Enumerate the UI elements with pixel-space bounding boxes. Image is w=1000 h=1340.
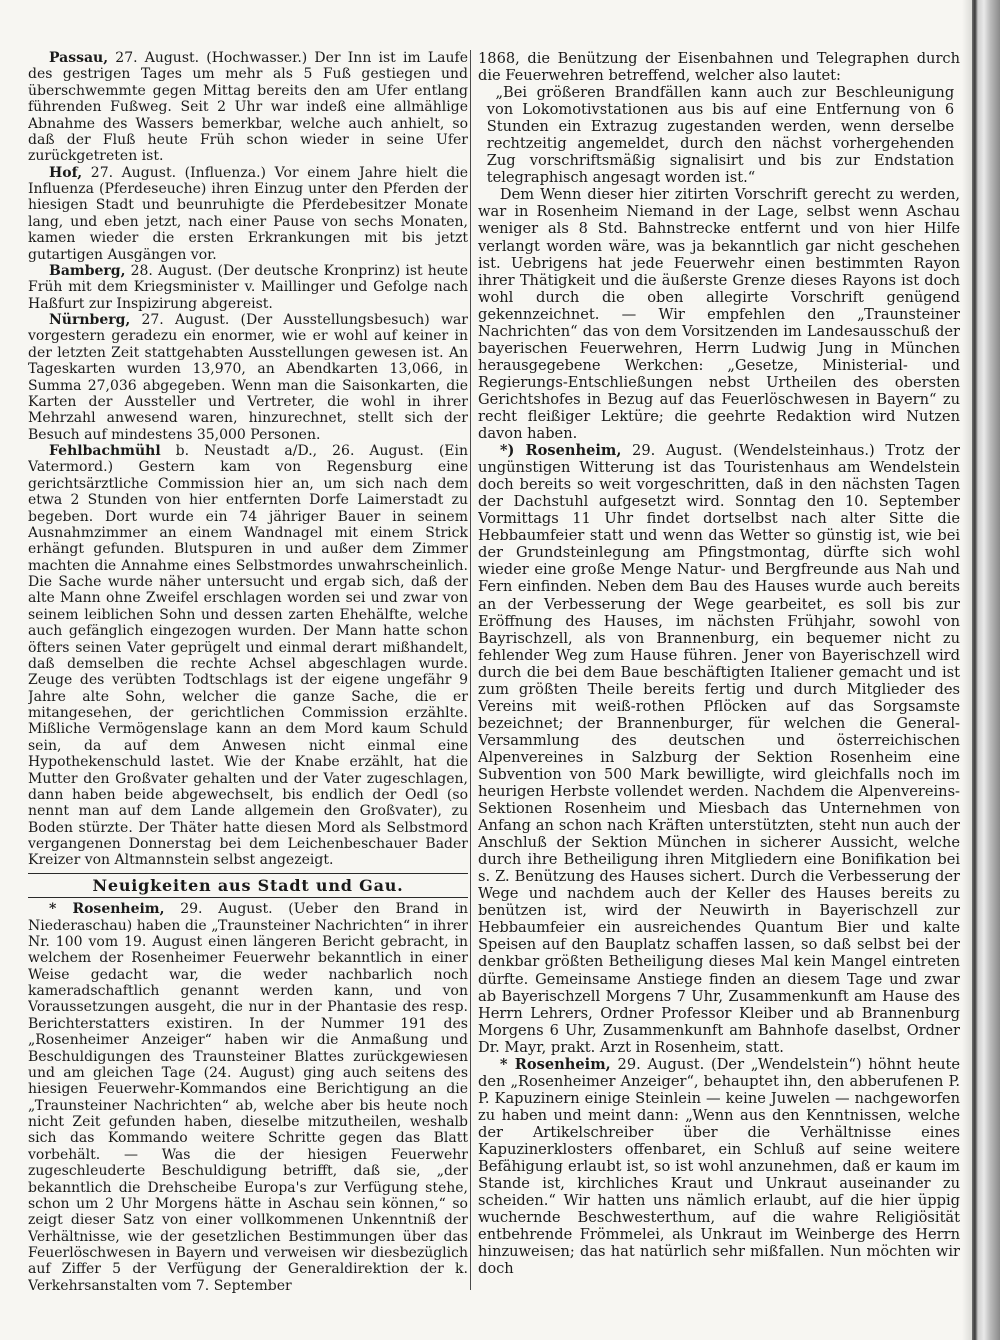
- place-fehlbach: Fehlbachmühl: [49, 443, 161, 459]
- article-hof: [28, 165, 468, 263]
- column-rule: [470, 50, 471, 1290]
- article-rosenheim-brand: [28, 901, 468, 1294]
- place-passau: Passau,: [49, 50, 109, 66]
- place-nuernberg: Nürnberg,: [49, 312, 131, 328]
- article-passau: [28, 50, 468, 165]
- place-hof: Hof,: [49, 164, 83, 181]
- scan-edge: [972, 0, 1000, 1340]
- page-curl-shadow: [962, 0, 972, 1340]
- place-bamberg: Bamberg,: [49, 262, 126, 279]
- regulation-quote: „Bei größeren Brandfällen kann auch zur Beschleunigung von Lokomotivstationen aus bis auf eine Entfernung von 6 Stunden ein Extrazug zugestanden werden, wenn derselbe rechtzeitig angemeldet, durch den nächst vorhergehenden Zug vorschriftsmäßig signalisirt und bis zur Endstation telegraphisch angesagt worden ist.“: [486, 84, 955, 187]
- section-heading: Neuigkeiten aus Stadt und Gau.: [28, 873, 468, 898]
- article-fehlbach: [28, 443, 468, 869]
- article-nuernberg-text: 27. August. (Der Ausstellungsbesuch) war vorgestern geradezu ein enormer, wie er wohl auf keiner in der letzten Zeit stattgehabten Ausstellungen gewesen ist. An Tageskarten wurden 13,970, an Abendkarten 13,066, in Summa 27,036 abgegeben. Wenn man die Saisonkarten, die Karten der Aussteller und Vertreter, die wohl in ihrer Mehrzahl anwesend waren, hinzurechnet, stellt sich der Besuch auf mindestens 35,000 Personen.: [28, 312, 468, 443]
- left-column: [28, 50, 468, 1295]
- right-column: [478, 50, 960, 1295]
- article-after-quote: Dem Wenn dieser hier zitirten Vorschrift gerecht zu werden, war in Rosenheim Niemand in der Lage, selbst wenn Aschau weniger als 8 Std. Bahnstrecke entfernt und von hier Hilfe verlangt worden wäre, was ja bekanntlich gar nicht geschehen ist. Uebrigens hat jede Feuerwehr einen bestimmten Rayon ihrer Thätigkeit und die äußerste Grenze dieses Rayons ist doch wohl durch die oben allegirte Vorschrift genügend gekennzeichnet. — Wir empfehlen den „Traunsteiner Nachrichten“ das von dem Vorsitzenden im Landesausschuß der bayerischen Feuerwehren, Herrn Ludwig Jung in München herausgegebene Werkchen: „Gesetze, Ministerial- und Regierungs-Entschließungen nebst Urtheilen des obersten Gerichtshofes in Bezug auf das Feuerlöschwesen in Bayern“ zu recht fleißiger Lektüre; die geehrte Redaktion wird Nutzen davon haben.: [478, 186, 960, 443]
- article-rosenheim-brand-text: 29. August. (Ueber den Brand in Niederaschau) haben die „Traunsteiner Nachrichten“ in ihrer Nr. 100 vom 19. August einen längeren Bericht gebracht, in welchem der Rosenheimer Feuerwehr bekanntlich in einer Weise gedacht war, die weder nachbarlich noch kameradschaftlich genannt werden kann, und von Voraussetzungen ausgeht, die nur in der Phantasie des resp. Berichterstatters existiren. In der Nummer 191 des „Rosenheimer Anzeiger“ haben wir die Anmaßung und Beschuldigungen des Traunsteiner Blattes zurückgewiesen und am gleichen Tage (24. August) ging auch seitens des hiesigen Feuerwehr-Kommandos eine Berichtigung an die „Traunsteiner Nachrichten“ ab, welche aber bis heute noch nicht Zeit gefunden haben, dieselbe mitzutheilen, weshalb sich das Kommando weitere Schritte gegen das Blatt vorbehält. — Was die der hiesigen Feuerwehr zugeschleuderte Beschuldigung betrifft, daß sie, „der bekanntlich die Drehscheibe Europa's zur Verfügung stehe, schon um 2 Uhr Morgens hätte in Aschau sein können,“ so zeigt dieser Satz von einer vollkommenen Unkenntniß der Verhältnisse, wie der gesetzlichen Bestimmungen über das Feuerlöschwesen in Bayern und verweisen wir diesbezüglich auf Ziffer 5 der Verfügung der Generaldirektion der k. Verkehrsanstalten vom 7. September: [28, 901, 468, 1294]
- place-rosenheim-wendelsteinhaus: *) Rosenheim,: [499, 442, 622, 460]
- article-wendelsteinhaus-text: 29. August. (Wendelsteinhaus.) Trotz der ungünstigen Witterung ist das Touristenhaus am Wendelstein doch bereits so weit vorgeschritten, daß in den nächsten Tagen der Dachstuhl aufgesetzt wird. Sonntag den 10. September Vormittags 11 Uhr findet dortselbst nach alter Sitte die Hebbaumfeier statt und wenn das Wetter so günstig ist, wie bei der Grundsteinlegung am Pfingstmontag, dürfte sich wohl wieder eine große Menge Natur- und Bergfreunde aus Nah und Fern einfinden. Neben dem Bau des Hauses wurde auch bereits an der Verbesserung der Wege gearbeitet, es soll bis zur Eröffnung des Hauses, im nächsten Frühjahr, sowohl von Bayrischzell, als von Brannenburg, ein bequemer nicht zu fehlender Weg zum Hause führen. Jener von Bayerischzell wird durch die bei dem Baue beschäftigten Italiener gemacht und ist zum größten Theile bereits fertig und durch Mitglieder des Vereins mit weiß-rothen Pflöcken auf das Sorgsamste bezeichnet; der Brannenburger, für welchen die General-Versammlung des deutschen und österreichischen Alpenvereines in Salzburg der Sektion Rosenheim eine Subvention von 500 Mark bewilligte, wird gleichfalls noch im heurigen Herbste vollendet werden. Nachdem die Alpenvereins-Sektionen Rosenheim und Miesbach das Unternehmen von Anfang an schon nach Kräften unterstützten, steht nun auch der Anschluß der Sektion München in sicherer Aussicht, welche durch ihre Betheiligung ihren Mitgliedern eine Bonifikation bei s. Z. Benützung des Hauses sichert. Durch die Verbesserung der Wege und nachdem auch der Keller des Hauses bereits zu benützen ist, wird der Neuwirth in Bayerischzell zur Hebbaumfeier ein ausreichendes Quantum Bier und kalte Speisen auf den Bauplatz schaffen lassen, so daß selbst bei der denkbar größten Betheiligung dieses Mal kein Mangel eintreten dürfte. Gemeinsame Anstiege finden an diesem Tage und zwar ab Bayerischzell Morgens 7 Uhr, Zusammenkunft am Hause des Herrn Lehrers, Ordner Professor Kleiber und ab Brannenburg Morgens 6 Uhr, Zusammenkunft am Bahnhofe daselbst, Ordner Dr. Mayr, prakt. Arzt in Rosenheim, statt.: [478, 442, 960, 1056]
- place-rosenheim-brand: * Rosenheim,: [49, 901, 165, 918]
- article-wendelsteinhaus: [478, 442, 960, 1056]
- article-bamberg-text: 28. August. (Der deutsche Kronprinz) ist heute Früh mit dem Kriegsminister v. Maillinger und Gefolge nach Haßfurt zur Inspizirung abgereist.: [28, 262, 468, 312]
- place-rosenheim-wendelstein: * Rosenheim,: [499, 1055, 611, 1073]
- article-fehlbach-text: b. Neustadt a/D., 26. August. (Ein Vatermord.) Gestern kam von Regensburg eine gerichtsärztliche Commission hier an, um sich nach dem etwa 2 Stunden von hier entfernten Dorfe Laimerstadt zu begeben. Dort wurde ein 74 jähriger Bauer in seinem Ausnahmzimmer an einem Wandnagel mit einem Strick erhängt gefunden. Blutspuren in und außer dem Zimmer machten die Annahme eines Selbstmordes unwahrscheinlich. Die Sache wurde näher untersucht und ergab sich, daß der alte Mann ohne Zweifel erschlagen worden sei und zwar von seinem leiblichen Sohn und dessen zarten Ehehälfte, welche auch gefänglich eingezogen wurden. Der Mann hatte schon öfters seinen Vater geprügelt und einmal derart mißhandelt, daß demselben die rechte Achsel abgeschlagen wurde. Zeuge des verübten Todtschlags ist der eigene ungefähr 9 Jahre alte Sohn, welcher die ganze Sache, die er mitangesehen, der gerichtlichen Commission erzählte. Mißliche Vermögenslage kann an dem Mord kaum Schuld sein, da auf dem Anwesen nicht einmal eine Hypothekenschuld lastet. Wie der Knabe erzählt, hat die Mutter den Großvater gehalten und der Vater zugeschlagen, dann haben beide abgewechselt, bis endlich der Oedl (so nennt man auf dem Lande allgemein den Großvater), zu Boden stürzte. Der Thäter hatte diesen Mord als Selbstmord vergangenen Donnerstag bei dem Leichenbeschauer Bader Kreizer von Altmannstein selbst angezeigt.: [28, 443, 468, 869]
- article-passau-text: 27. August. (Hochwasser.) Der Inn ist im Laufe des gestrigen Tages um mehr als 5 Fuß gestiegen und überschwemmte gegen Mittag bereits den am Ufer entlang führenden Fußweg. Seit 2 Uhr war indeß eine allmählige Abnahme des Wassers bemerkbar, welche auch anhielt, so daß der Fluß heute Früh schon wieder in seine Ufer zurückgetreten ist.: [28, 50, 468, 165]
- article-continuation: 1868, die Benützung der Eisenbahnen und Telegraphen durch die Feuerwehren betreffend, welcher also lautet:: [478, 50, 960, 85]
- article-hof-text: 27. August. (Influenza.) Vor einem Jahre hielt die Influenza (Pferdeseuche) ihren Einzug unter den Pferden der hiesigen Stadt und beunruhigte die Pferdebesitzer Monate lang, und eben jetzt, nach einer Pause von sechs Monaten, kamen wieder die ersten Erkrankungen mit bis jetzt gutartigen Ausgängen vor.: [28, 164, 468, 263]
- article-bamberg: [28, 263, 468, 312]
- article-wendelstein-paper-text: 29. August. (Der „Wendelstein“) höhnt heute den „Rosenheimer Anzeiger“, behauptet ihn, den abberufenen P. P. Kapuzinern einige Steinlein — keine Juwelen — nachgeworfen zu haben und meint dann: „Wenn aus den Kenntnissen, welche der Artikelschreiber über die Verhältnisse eines Kapuzinerklosters offenbaret, ein Schluß auf seine weitere Befähigung erlaubt ist, so ist wohl anzunehmen, daß er kaum im Stande ist, kirchliches Kraut und Unkraut auseinander zu scheiden.“ Wir hatten uns nämlich erlaubt, auf die hier üppig wuchernde Beschwesterthum, auf die wahre Religiösität entbehrende Frömmelei, als Unkraut im Weinberge des Herrn hinzuweisen; das hat natürlich sehr mißfallen. Nun möchten wir doch: [478, 1055, 960, 1278]
- article-wendelstein-paper: [478, 1056, 960, 1278]
- article-nuernberg: [28, 312, 468, 443]
